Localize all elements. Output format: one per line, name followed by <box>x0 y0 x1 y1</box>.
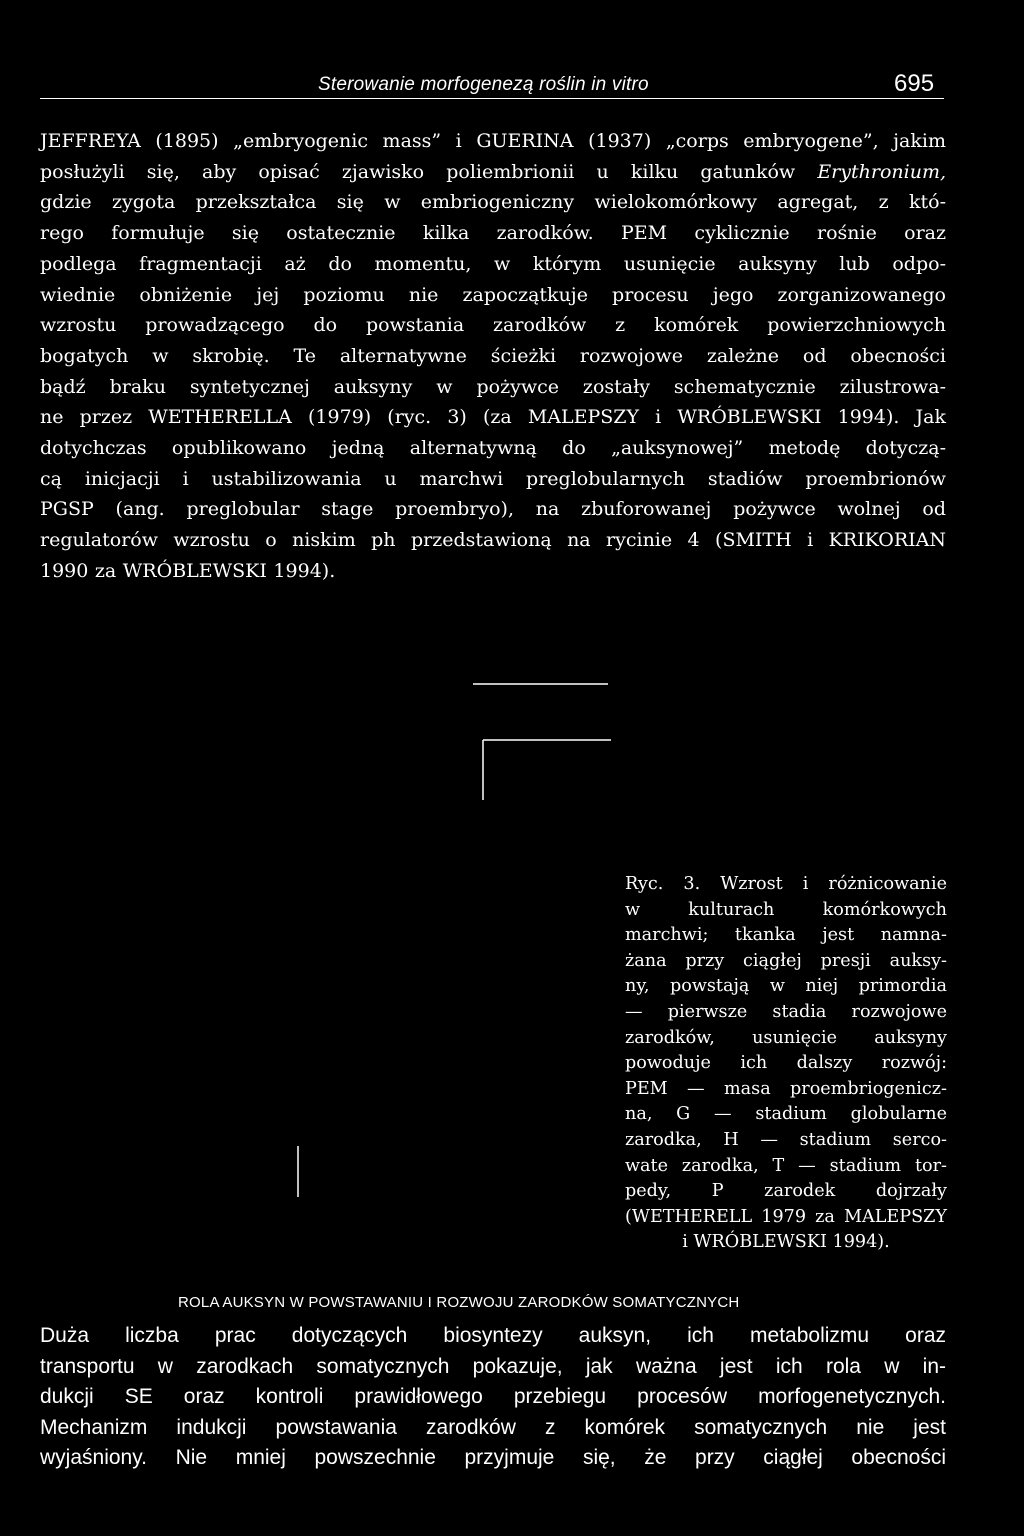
caption-line: wate zarodka, T — stadium tor- <box>625 1155 947 1176</box>
author-name: MALEPSZY <box>527 406 640 429</box>
paragraph-line: transportu w zarodkach somatycznych pokazuje, jak ważna jest ich rola w in- <box>40 1354 946 1378</box>
caption-line: PEM — masa proembriogenicz- <box>625 1078 947 1099</box>
paragraph-line: wyjaśniony. Nie mniej powszechnie przyjmuje się, że przy ciągłej obecności <box>40 1446 946 1470</box>
caption-line: zarodka, H — stadium serco- <box>625 1129 947 1150</box>
paragraph-line: podlega fragmentacji aż do momentu, w którym usunięcie auksyny lub odpo- <box>40 252 946 275</box>
paragraph-line: wzrostu prowadzącego do powstania zarodków z komórek powierzchniowych <box>40 314 946 337</box>
paragraph-line: dukcji SE oraz kontroli prawidłowego przebiegu procesów morfogenetycznych. <box>40 1385 946 1409</box>
text-span: (1937) „corps embryogene”, jakim <box>573 130 946 152</box>
genus-name: Erythronium, <box>817 160 946 183</box>
text-span: 1994). <box>266 559 336 582</box>
caption-line: marchwi; tkanka jest namna- <box>625 925 947 946</box>
running-title: Sterowanie morfogenezą roślin in vitro <box>318 74 649 95</box>
paragraph-line <box>40 157 946 188</box>
caption-line: — pierwsze stadia rozwojowe <box>625 1001 947 1022</box>
author-name: KRIKORIAN <box>828 529 946 552</box>
text-span: regulatorów wzrostu o niskim ph przedstawioną na rycinie 4 ( <box>40 529 723 552</box>
text-span: 1994). <box>826 1232 890 1253</box>
caption-line: powoduje ich dalszy rozwój: <box>625 1053 947 1074</box>
author-name: MALEPSZY <box>844 1206 947 1227</box>
paragraph-line: cą inicjacji i ustabilizowania u marchwi preglobularnych stadiów proembrionów <box>40 467 946 490</box>
paragraph-line: bogatych w skrobię. Te alternatywne ścieżki rozwojowe zależne od obecności <box>40 344 946 367</box>
author-name: JEFFREYA <box>40 130 141 152</box>
author-name: WRÓBLEWSKI <box>122 559 267 582</box>
text-span: 1990 za <box>40 559 123 582</box>
paragraph-line: rego formułuje się ostatecznie kilka zarodków. PEM cyklicznie rośnie oraz <box>40 222 946 245</box>
paragraph-2 <box>40 1321 946 1474</box>
caption-line: w kulturach komórkowych <box>625 899 947 920</box>
paragraph-line: PGSP (ang. preglobular stage proembryo), na zbuforowanej pożywce wolnej od <box>40 498 946 521</box>
author-name: WRÓBLEWSKI <box>693 1232 827 1253</box>
paragraph-1 <box>40 126 946 587</box>
text-span: 1994). Jak <box>821 406 947 429</box>
paragraph-line: dotychczas opublikowano jedną alternatywną do „auksynowej” metodę dotyczą- <box>40 437 946 460</box>
caption-line: Ryc. 3. Wzrost i różnicowanie <box>625 874 947 894</box>
paragraph-line: wiednie obniżenie jej poziomu nie zapoczątkuje procesu jego zorganizowanego <box>40 283 946 306</box>
author-name: WRÓBLEWSKI <box>677 406 822 429</box>
text-span: ne przez <box>40 406 149 429</box>
text-span: i <box>639 406 678 429</box>
paragraph-line <box>40 402 946 433</box>
author-name: GUERINA <box>476 130 574 152</box>
text-span: 1979 za <box>752 1206 845 1227</box>
caption-line <box>625 1205 947 1231</box>
text-span: (1979) (ryc. 3) (za <box>291 406 528 429</box>
caption-line <box>625 1230 947 1256</box>
author-name: SMITH <box>722 529 792 552</box>
paragraph-line: bądź braku syntetycznej auksyny w pożywce zostały schematycznie zilustrowa- <box>40 375 946 398</box>
caption-line: na, G — stadium globularne <box>625 1104 947 1125</box>
paragraph-line: Duża liczba prac dotyczących biosyntezy auksyn, ich metabolizmu oraz <box>40 1324 946 1347</box>
caption-line: pedy, P zarodek dojrzały <box>625 1181 947 1202</box>
text-span: i <box>791 529 829 552</box>
figure-caption <box>625 872 947 1256</box>
text-span: ( <box>625 1206 632 1227</box>
header-rule <box>40 98 944 99</box>
paragraph-line <box>40 126 946 157</box>
section-heading: ROLA AUKSYN W POWSTAWANIU I ROZWOJU ZARODKÓW SOMATYCZNYCH <box>178 1294 740 1311</box>
paragraph-line <box>40 556 946 587</box>
text-span: (1895) „embryogenic mass” i <box>140 130 477 152</box>
caption-line: zarodków, usunięcie auksyny <box>625 1027 947 1048</box>
text-span: posłużyli się, aby opisać zjawisko poliembrionii u kilku gatunków <box>40 160 818 183</box>
caption-line: ny, powstają w niej primordia <box>625 976 947 997</box>
paragraph-line: Mechanizm indukcji powstawania zarodków z komórek somatycznych nie jest <box>40 1415 946 1439</box>
text-span: i <box>682 1232 694 1253</box>
author-name: WETHERELLA <box>148 406 292 429</box>
author-name: WETHERELL <box>631 1206 753 1227</box>
caption-line: żana przy ciągłej presji auksy- <box>625 950 947 971</box>
paragraph-line: gdzie zygota przekształca się w embriogeniczny wielokomórkowy agregat, z któ- <box>40 191 946 214</box>
page-number: 695 <box>894 70 935 97</box>
paragraph-line <box>40 525 946 556</box>
